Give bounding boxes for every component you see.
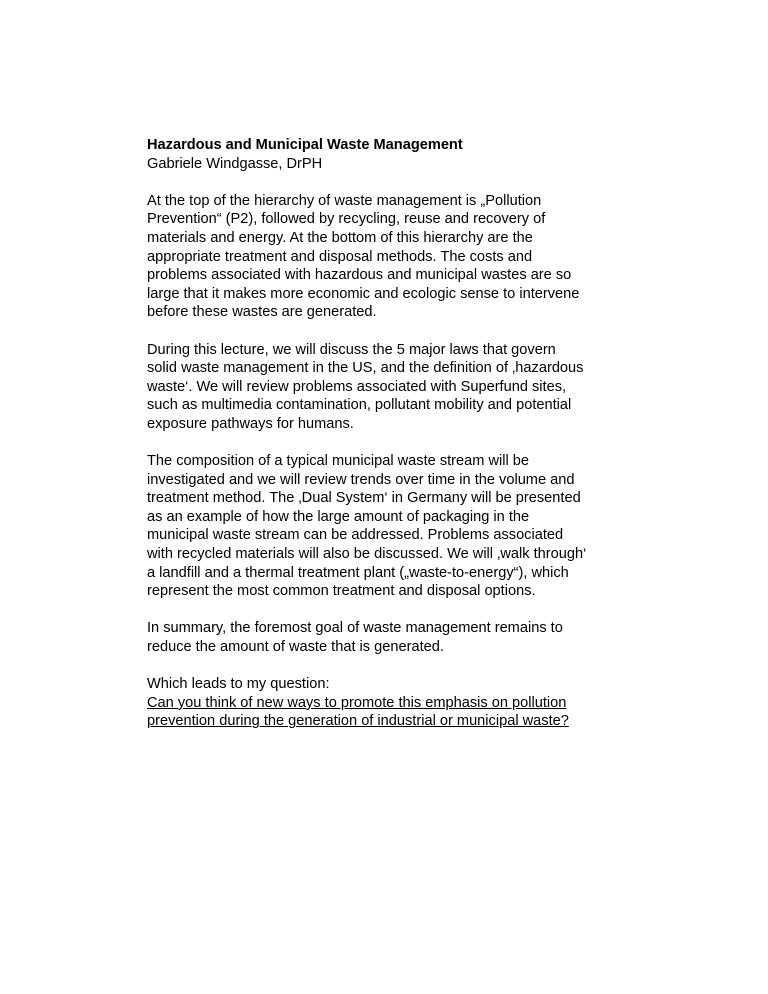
paragraph-lecture-laws: During this lecture, we will discuss the 5 major laws that govern solid waste management in the US, and the definition of ‚hazardous waste‘. We will review problems associated with Superfund sites, such as multimedia contamination, pollutant mobility and potential exposure pathways for humans.: [147, 341, 584, 432]
document-page: [147, 136, 587, 731]
paragraph-hierarchy: At the top of the hierarchy of waste management is „Pollution Prevention“ (P2), followed by recycling, reuse and recovery of materials and energy. At the bottom of this hierarchy are the appropriate treatment and disposal methods. The costs and problems associated with hazardous and municipal wastes are so large that it makes more economic and ecologic sense to intervene before these wastes are generated.: [147, 192, 580, 321]
discussion-question: Can you think of new ways to promote this emphasis on pollution prevention during the generation of industrial or municipal waste?: [147, 694, 569, 730]
question-lead: Which leads to my question:: [147, 676, 330, 693]
paragraph-summary: In summary, the foremost goal of waste management remains to reduce the amount of waste that is generated.: [147, 620, 563, 656]
document-title: Hazardous and Municipal Waste Management: [147, 137, 463, 153]
paragraph-municipal-waste: The composition of a typical municipal waste stream will be investigated and we will review trends over time in the volume and treatment method. The ‚Dual System‘ in Germany will be presented as an example of how the large amount of packaging in the municipal waste stream can be addressed. Problems associated with recycled materials will also be discussed. We will ‚walk through‘ a landfill and a thermal treatment plant („waste-to-energy“), which represent the most common treatment and disposal options.: [147, 453, 587, 600]
document-author: Gabriele Windgasse, DrPH: [147, 155, 323, 172]
